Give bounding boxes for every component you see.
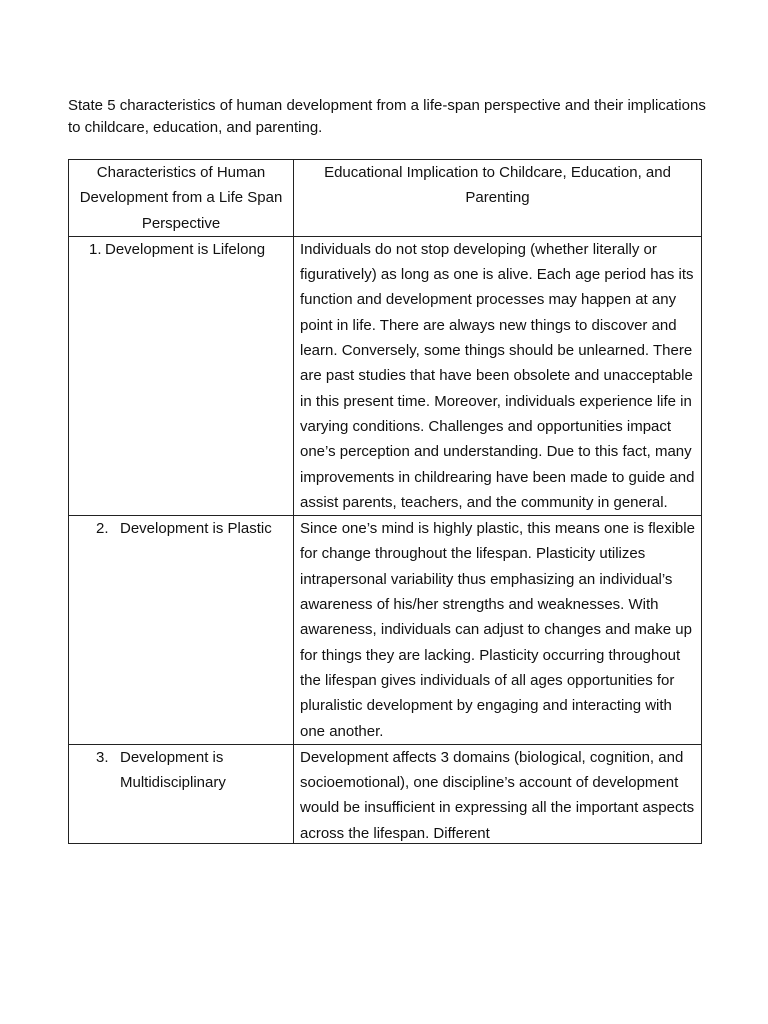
table-row bbox=[69, 236, 702, 515]
header-characteristics: Characteristics of Human Development from a Life Span Perspective bbox=[69, 160, 294, 237]
table-row bbox=[69, 744, 702, 843]
implication-cell: Individuals do not stop developing (whether literally or figuratively) as long as one is alive. Each age period has its function and development processes may happen at any point in life. There are always new things to discover and learn. Conversely, some things should be unlearned. There are past studies that have been obsolete and unacceptable in this present time. Moreover, individuals experience life in varying conditions. Challenges and opportunities impact one’s perception and understanding. Due to this fact, many improvements in childrearing have been made to guide and assist parents, teachers, and the community in general. bbox=[294, 236, 702, 515]
assignment-prompt: State 5 characteristics of human development from a life-span perspective and their implications to childcare, education, and parenting. bbox=[68, 97, 706, 136]
implication-cell bbox=[294, 744, 702, 843]
table-row bbox=[69, 516, 702, 745]
characteristic-text: Development is Plastic bbox=[120, 520, 272, 538]
table-header-row bbox=[69, 160, 702, 237]
implication-text: Development affects 3 domains (biological, cognition, and socioemotional), one discipline’s account of development would be insufficient in expressing all the important aspects across the lifespan. Different bbox=[300, 748, 695, 842]
characteristic-cell bbox=[69, 236, 294, 515]
row-number: 1. bbox=[89, 240, 102, 258]
characteristic-text: Development is Lifelong bbox=[105, 240, 266, 258]
characteristic-text: Development is Multidisciplinary bbox=[120, 748, 226, 792]
implication-cell: Since one’s mind is highly plastic, this means one is flexible for change throughout the lifespan. Plasticity utilizes intrapersonal variability thus emphasizing an individual’s awareness of his/her strengths and weaknesses. With awareness, individuals can adjust to changes and make up for things they are lacking. Plasticity occurring throughout the lifespan gives individuals of all ages opportunities for pluralistic development by engaging and interacting with one another. bbox=[294, 516, 702, 745]
row-number: 2. bbox=[96, 520, 109, 538]
characteristics-table bbox=[68, 159, 702, 844]
characteristic-cell bbox=[69, 744, 294, 843]
characteristic-cell bbox=[69, 516, 294, 745]
header-implications: Educational Implication to Childcare, Education, and Parenting bbox=[294, 160, 702, 237]
row-number: 3. bbox=[96, 748, 109, 766]
